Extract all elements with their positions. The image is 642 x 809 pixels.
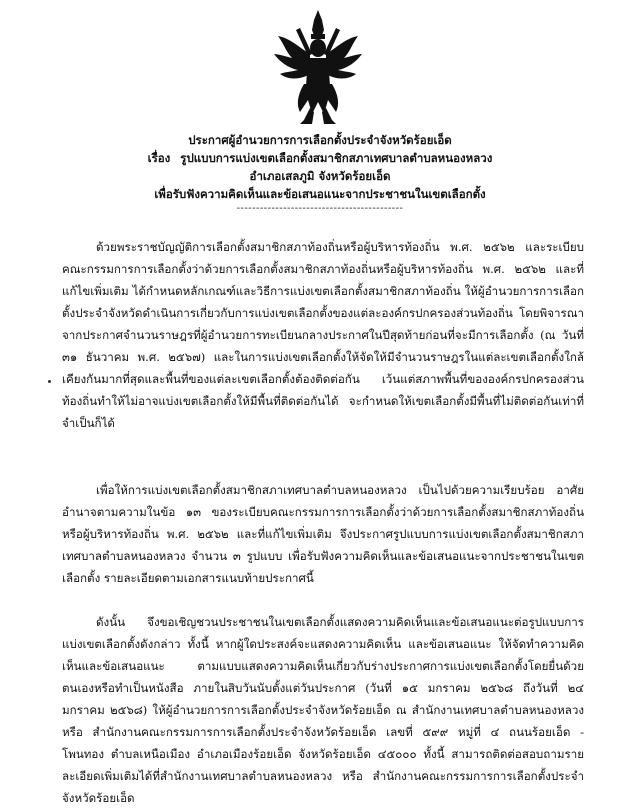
announcement-header (80, 131, 560, 215)
announcement-location: อำเภอเสลภูมิ จังหวัดร้อยเอ็ด (249, 169, 391, 183)
subject-label: เรื่อง (147, 151, 171, 165)
paragraph-announcement: เพื่อให้การแบ่งเขตเลือกตั้งสมาชิกสภาเทศบาลตำบลหนองหลวง เป็นไปด้วยความเรียบร้อย อาศัยอำนาจตามความในข้อ ๑๓ ของระเบียบคณะกรรมการการเลือกตั้งว่าด้วยการเลือกตั้งสมาชิกสภาท้องถิ่นหรือผู้บริหารท้องถิ่น พ.ศ. ๒๕๖๒ และที่แก้ไขเพิ่มเติม จึงประกาศรูปแบบการแบ่งเขตเลือกตั้งสมาชิกสภาเทศบาลตำบลหนองหลวง จำนวน ๓ รูปแบบ เพื่อรับฟังความคิดเห็นและข้อเสนอแนะจากประชาชนในเขตเลือกตั้ง รายละเอียดตามเอกสารแนบท้ายประกาศนี้ (62, 483, 584, 585)
announcement-subject-line (80, 149, 560, 167)
garuda-emblem-icon (270, 8, 366, 126)
paragraph-legal-basis: ด้วยพระราชบัญญัติการเลือกตั้งสมาชิกสภาท้องถิ่นหรือผู้บริหารท้องถิ่น พ.ศ. ๒๕๖๒ และระเบียบคณะกรรมการการเลือกตั้งว่าด้วยการเลือกตั้งสมาชิกสภาท้องถิ่นหรือผู้บริหารท้องถิ่น พ.ศ. ๒๕๖๒ และที่แก้ไขเพิ่มเติม ได้กำหนดหลักเกณฑ์และวิธีการแบ่งเขตเลือกตั้งสมาชิกสภาท้องถิ่น ให้ผู้อำนวยการการเลือกตั้งประจำจังหวัดดำเนินการเกี่ยวกับการแบ่งเขตเลือกตั้งของแต่ละองค์กรปกครองส่วนท้องถิ่น โดยพิจารณาจากประกาศจำนวนราษฎรที่ผู้อำนวยการทะเบียนกลางประกาศในปีสุดท้ายก่อนที่จะมีการเลือกตั้ง (ณ วันที่ ๓๑ ธันวาคม พ.ศ. ๒๕๖๗) และในการแบ่งเขตเลือกตั้งให้จัดให้มีจำนวนราษฎรในแต่ละเขตเลือกตั้งใกล้เคียงกันมากที่สุดและพื้นที่ของแต่ละเขตเลือกตั้งต้องติดต่อกัน เว้นแต่สภาพพื้นที่ขององค์กรปกครองส่วนท้องถิ่นทำให้ไม่อาจแบ่งเขตเลือกตั้งให้มีพื้นที่ติดต่อกันได้ จะกำหนดให้เขตเลือกตั้งมีพื้นที่ไม่ติดต่อกันเท่าที่จำเป็นก็ได้ (62, 240, 584, 430)
paragraph-invitation: ดังนั้น จึงขอเชิญชวนประชาชนในเขตเลือกตั้งแสดงความคิดเห็นและข้อเสนอแนะต่อรูปแบบการแบ่งเขตเลือกตั้งดังกล่าว ทั้งนี้ หากผู้ใดประสงค์จะแสดงความคิดเห็น และข้อเสนอแนะ ให้จัดทำความคิดเห็นและข้อเสนอแนะ ตามแบบแสดงความคิดเห็นเกี่ยวกับร่างประกาศการแบ่งเขตเลือกตั้งโดยยื่นด้วยตนเองหรือทำเป็นหนังสือ ภายในสิบวันนับตั้งแต่วันประกาศ (วันที่ ๑๕ มกราคม ๒๕๖๘ ถึงวันที่ ๒๔ มกราคม ๒๕๖๘) ให้ผู้อำนวยการการเลือกตั้งประจำจังหวัดร้อยเอ็ด ณ สำนักงานเทศบาลตำบลหนองหลวง หรือ สำนักงานคณะกรรมการการเลือกตั้งประจำจังหวัดร้อยเอ็ด เลขที่ ๕๙๙ หมู่ที่ ๔ ถนนร้อยเอ็ด - โพนทอง ตำบลเหนือเมือง อำเภอเมืองร้อยเอ็ด จังหวัดร้อยเอ็ด ๔๕๐๐๐ ทั้งนี้ สามารถติดต่อสอบถามรายละเอียดเพิ่มเติมได้ที่สำนักงานเทศบาลตำบลหนองหลวง หรือ สำนักงานคณะกรรมการการเลือกตั้งประจำจังหวัดร้อยเอ็ด (62, 615, 584, 805)
announcement-purpose: เพื่อรับฟังความคิดเห็นและข้อเสนอแนะจากประชาชนในเขตเลือกตั้ง (154, 187, 486, 201)
header-divider: ------------------------------------------- (236, 203, 404, 214)
subject-text: รูปแบบการแบ่งเขตเลือกตั้งสมาชิกสภาเทศบาลตำบลหนองหลวง (180, 151, 493, 165)
margin-mark (48, 380, 51, 383)
announcement-title: ประกาศผู้อำนวยการการเลือกตั้งประจำจังหวัดร้อยเอ็ด (188, 133, 452, 147)
